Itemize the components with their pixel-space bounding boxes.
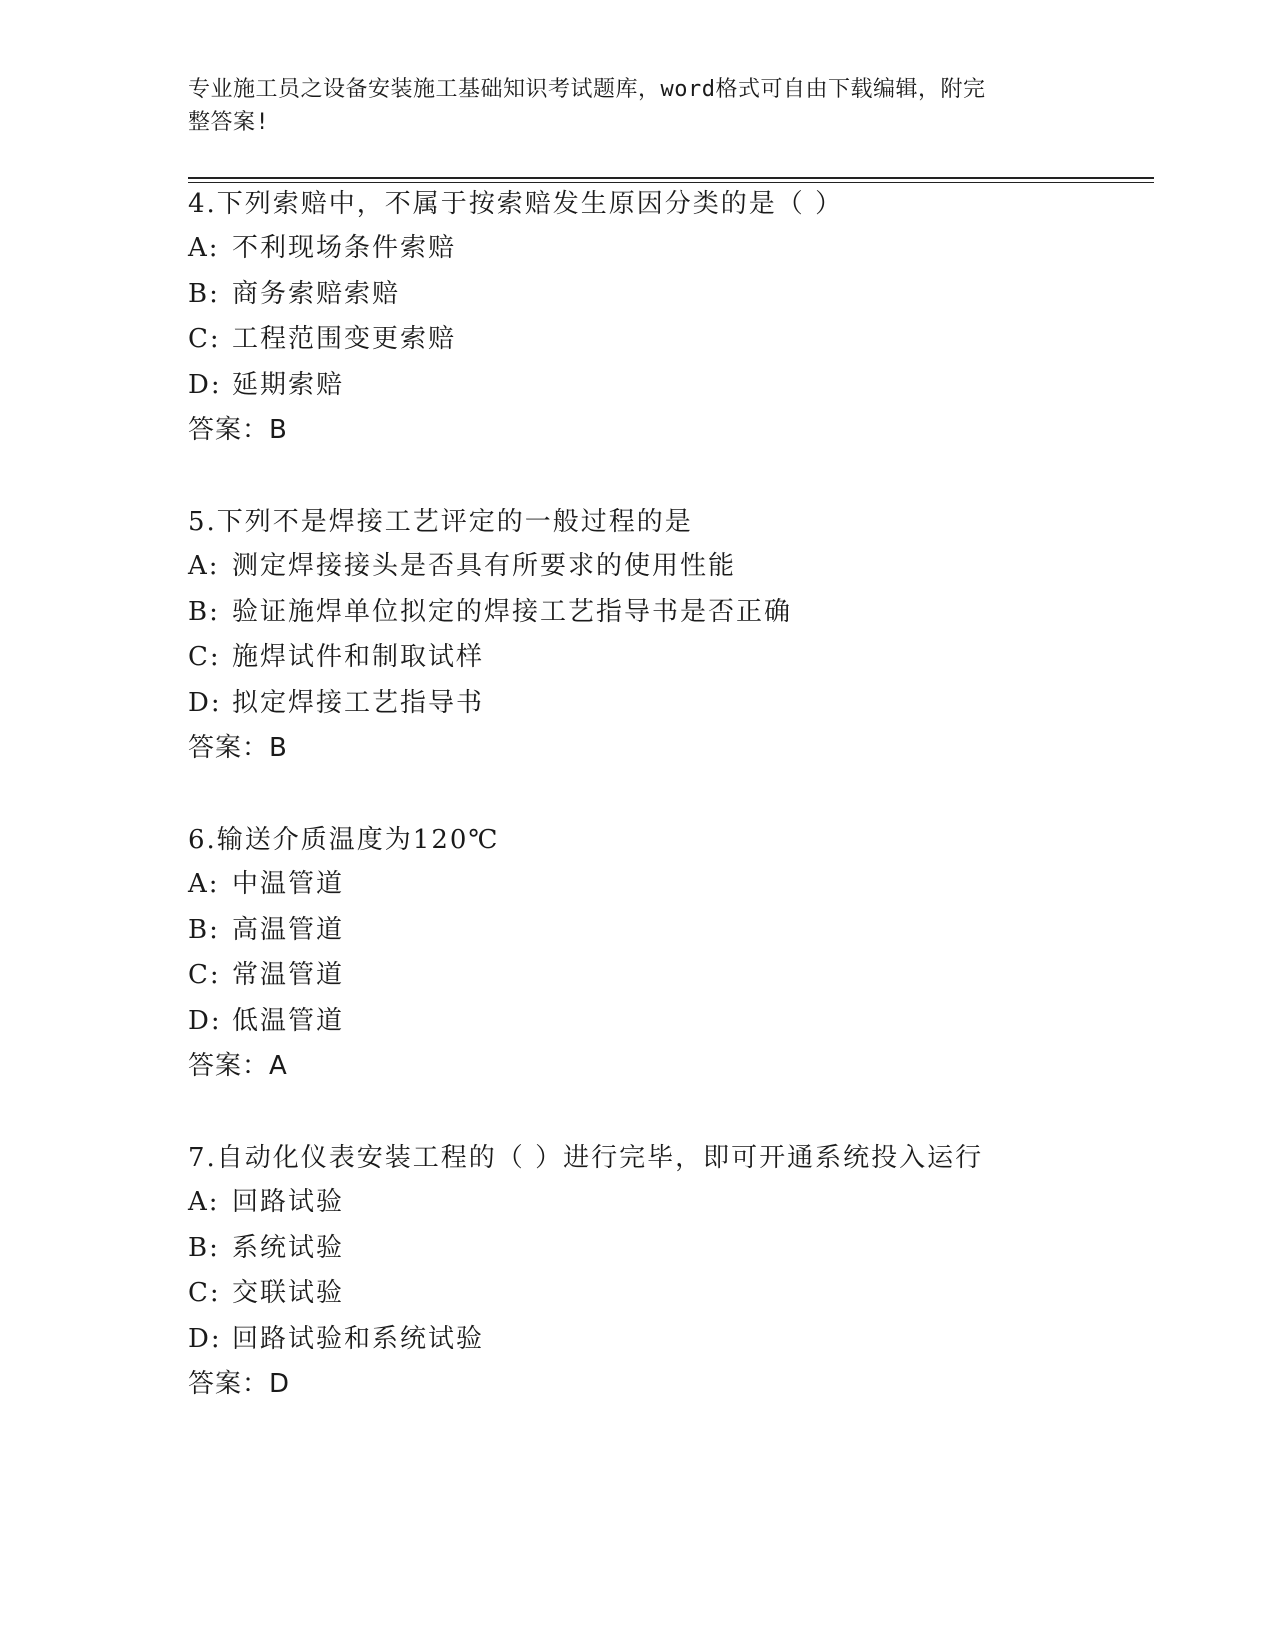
option-letter: D: <box>188 687 222 718</box>
option-text: 常温管道 <box>232 960 345 990</box>
option-a <box>188 226 1148 272</box>
option-d <box>188 1317 1148 1363</box>
option-letter: B: <box>188 914 220 945</box>
option-text: 高温管道 <box>232 914 345 945</box>
question-4 <box>188 182 1148 452</box>
option-text: 低温管道 <box>232 1005 345 1036</box>
option-a <box>188 1180 1148 1226</box>
option-c <box>188 1271 1148 1317</box>
option-letter: A: <box>188 551 220 581</box>
option-letter: C: <box>188 642 221 672</box>
option-letter: A: <box>188 233 220 263</box>
question-stem: 6.输送介质温度为120℃ <box>188 825 500 855</box>
option-letter: A: <box>188 1187 220 1217</box>
option-letter: C: <box>188 960 221 990</box>
option-text: 不利现场条件索赔 <box>232 233 457 263</box>
option-letter: D: <box>188 1323 222 1354</box>
option-a <box>188 862 1148 908</box>
option-d <box>188 999 1148 1045</box>
answer-line: 答案：A <box>188 1051 288 1081</box>
option-b <box>188 1226 1148 1272</box>
answer-line: 答案：B <box>188 733 288 763</box>
option-letter: B: <box>188 1232 220 1263</box>
question-stem: 4.下列索赔中，不属于按索赔发生原因分类的是（ ） <box>188 189 844 219</box>
option-d <box>188 681 1148 727</box>
option-c <box>188 953 1148 999</box>
header-divider-thick <box>188 177 1154 179</box>
option-letter: D: <box>188 369 222 400</box>
header-line-2: 整答案! <box>188 110 270 135</box>
option-a <box>188 544 1148 590</box>
question-7 <box>188 1136 1148 1406</box>
option-text: 商务索赔索赔 <box>232 278 401 309</box>
question-5 <box>188 500 1148 770</box>
option-letter: A: <box>188 869 220 899</box>
option-text: 测定焊接接头是否具有所要求的使用性能 <box>232 551 737 581</box>
option-b <box>188 908 1148 954</box>
option-text: 验证施焊单位拟定的焊接工艺指导书是否正确 <box>232 596 793 627</box>
option-b <box>188 272 1148 318</box>
option-b <box>188 590 1148 636</box>
answer-line: 答案：D <box>188 1369 291 1399</box>
option-letter: C: <box>188 1278 221 1308</box>
option-text: 中温管道 <box>232 869 345 899</box>
question-stem: 5.下列不是焊接工艺评定的一般过程的是 <box>188 507 693 537</box>
question-stem: 7.自动化仪表安装工程的（ ）进行完毕，即可开通系统投入运行 <box>188 1143 984 1173</box>
option-text: 施焊试件和制取试样 <box>232 642 485 672</box>
option-letter: B: <box>188 596 220 627</box>
option-letter: C: <box>188 324 221 354</box>
option-text: 延期索赔 <box>232 369 345 400</box>
option-text: 回路试验和系统试验 <box>232 1323 485 1354</box>
option-letter: D: <box>188 1005 222 1036</box>
answer-line: 答案：B <box>188 415 288 445</box>
option-text: 回路试验 <box>232 1187 345 1217</box>
document-header <box>188 73 1068 139</box>
option-text: 交联试验 <box>232 1278 345 1308</box>
option-text: 工程范围变更索赔 <box>232 324 457 354</box>
option-letter: B: <box>188 278 220 309</box>
option-c <box>188 635 1148 681</box>
option-text: 系统试验 <box>232 1232 345 1263</box>
option-d <box>188 363 1148 409</box>
question-6 <box>188 818 1148 1088</box>
option-text: 拟定焊接工艺指导书 <box>232 687 485 718</box>
header-line-1: 专业施工员之设备安装施工基础知识考试题库，word格式可自由下载编辑，附完 <box>188 77 986 102</box>
option-c <box>188 317 1148 363</box>
